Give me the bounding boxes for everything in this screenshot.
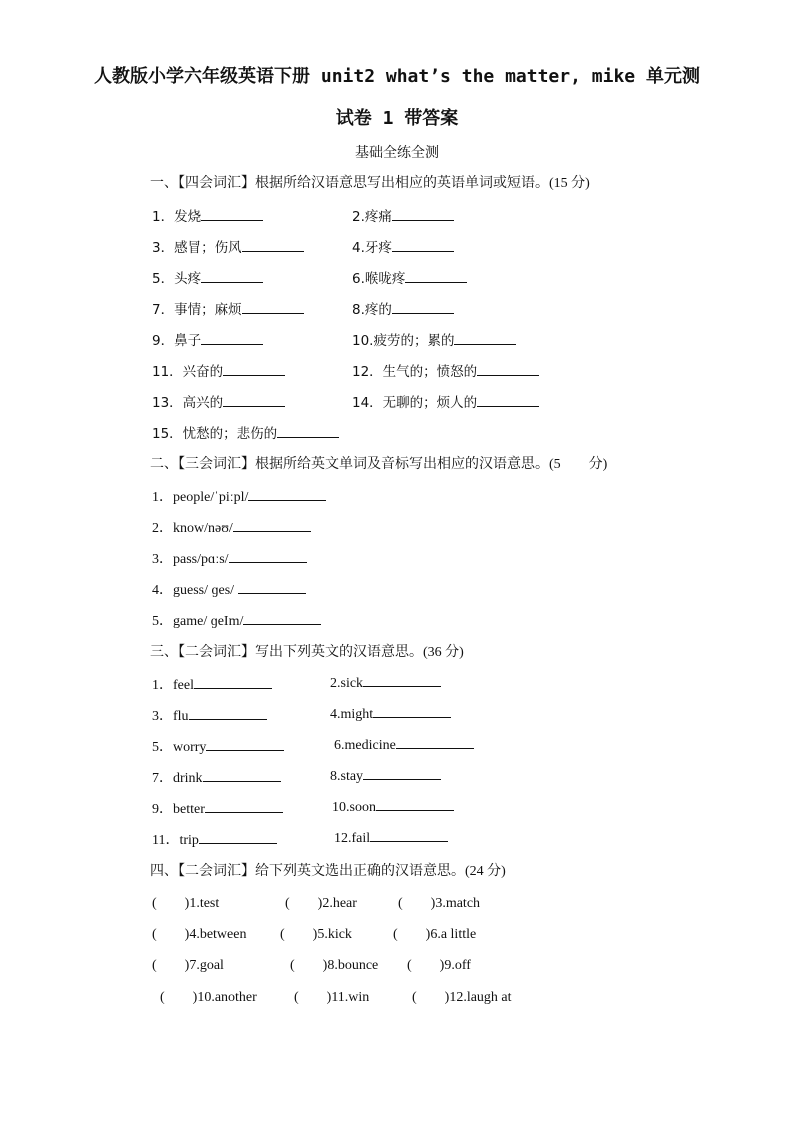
s4-item-9: ( )9.off bbox=[407, 958, 471, 973]
s3-item-11: 11．trip bbox=[152, 829, 277, 849]
s4-item-7: ( )7.goal bbox=[152, 958, 224, 973]
s4-item-5: ( )5.kick bbox=[280, 927, 352, 942]
title-line-1: 人教版小学六年级英语下册 unit2 what’s the matter, mike 单元测 bbox=[94, 66, 700, 87]
s1-item-10: 10.疲劳的；累的 bbox=[352, 329, 516, 350]
s4-item-11: ( )11.win bbox=[294, 990, 370, 1005]
s4-item-4: ( )4.between bbox=[152, 927, 247, 942]
section-1-heading: 一、【四会词汇】根据所给汉语意思写出相应的英语单词或短语。(15 分) bbox=[150, 176, 590, 191]
s4-item-6: ( )6.a little bbox=[393, 927, 477, 942]
section-2-heading: 二、【三会词汇】根据所给英文单词及音标写出相应的汉语意思。(5 分) bbox=[150, 457, 608, 472]
s4-item-12: ( )12.laugh at bbox=[412, 990, 512, 1005]
s3-item-4: 4.might bbox=[330, 705, 451, 723]
s4-item-8: ( )8.bounce bbox=[290, 958, 379, 973]
s4-item-3: ( )3.match bbox=[398, 896, 481, 911]
s2-item-3: 3．pass/pɑːs/ bbox=[152, 548, 307, 568]
subtitle: 基础全练全测 bbox=[355, 145, 439, 161]
s3-item-1: 1．feel bbox=[152, 674, 272, 694]
s1-item-14: 14．无聊的；烦人的 bbox=[352, 391, 539, 412]
section-3-heading: 三、【二会词汇】写出下列英文的汉语意思。(36 分) bbox=[150, 645, 464, 660]
s3-item-10: 10.soon bbox=[332, 798, 454, 816]
s3-item-8: 8.stay bbox=[330, 767, 441, 785]
s1-item-13: 13．高兴的 bbox=[152, 391, 285, 412]
s3-item-9: 9．better bbox=[152, 798, 283, 818]
s1-item-2: 2.疼痛 bbox=[352, 205, 454, 226]
s1-item-15: 15．忧愁的；悲伤的 bbox=[152, 422, 339, 443]
s1-item-3: 3．感冒；伤风 bbox=[152, 236, 304, 257]
title-line-2: 试卷 1 带答案 bbox=[335, 108, 459, 129]
s2-item-5: 5．game/ ɡeIm/ bbox=[152, 610, 321, 630]
s1-item-1: 1．发烧 bbox=[152, 205, 263, 226]
s3-item-2: 2.sick bbox=[330, 674, 441, 692]
s1-item-5: 5．头疼 bbox=[152, 267, 263, 288]
s3-item-5: 5．worry bbox=[152, 736, 284, 756]
s2-item-1: 1．people/ˈpiːpl/ bbox=[152, 486, 326, 506]
s4-item-10: ( )10.another bbox=[160, 990, 257, 1005]
s2-item-2: 2．know/nəʊ/ bbox=[152, 517, 311, 537]
s1-item-7: 7．事情；麻烦 bbox=[152, 298, 304, 319]
s3-item-3: 3．flu bbox=[152, 705, 267, 725]
s1-item-9: 9．鼻子 bbox=[152, 329, 263, 350]
s3-item-6: 6.medicine bbox=[334, 736, 474, 754]
s1-item-4: 4.牙疼 bbox=[352, 236, 454, 257]
s1-item-12: 12．生气的；愤怒的 bbox=[352, 360, 539, 381]
s4-item-1: ( )1.test bbox=[152, 896, 220, 911]
section-4-heading: 四、【二会词汇】给下列英文选出正确的汉语意思。(24 分) bbox=[150, 864, 506, 879]
s1-item-8: 8.疼的 bbox=[352, 298, 454, 319]
s2-item-4: 4．guess/ ɡes/ bbox=[152, 579, 306, 599]
s1-item-6: 6.喉咙疼 bbox=[352, 267, 467, 288]
s3-item-7: 7．drink bbox=[152, 767, 281, 787]
s3-item-12: 12.fail bbox=[334, 829, 448, 847]
s1-item-11: 11．兴奋的 bbox=[152, 360, 285, 381]
s4-item-2: ( )2.hear bbox=[285, 896, 357, 911]
